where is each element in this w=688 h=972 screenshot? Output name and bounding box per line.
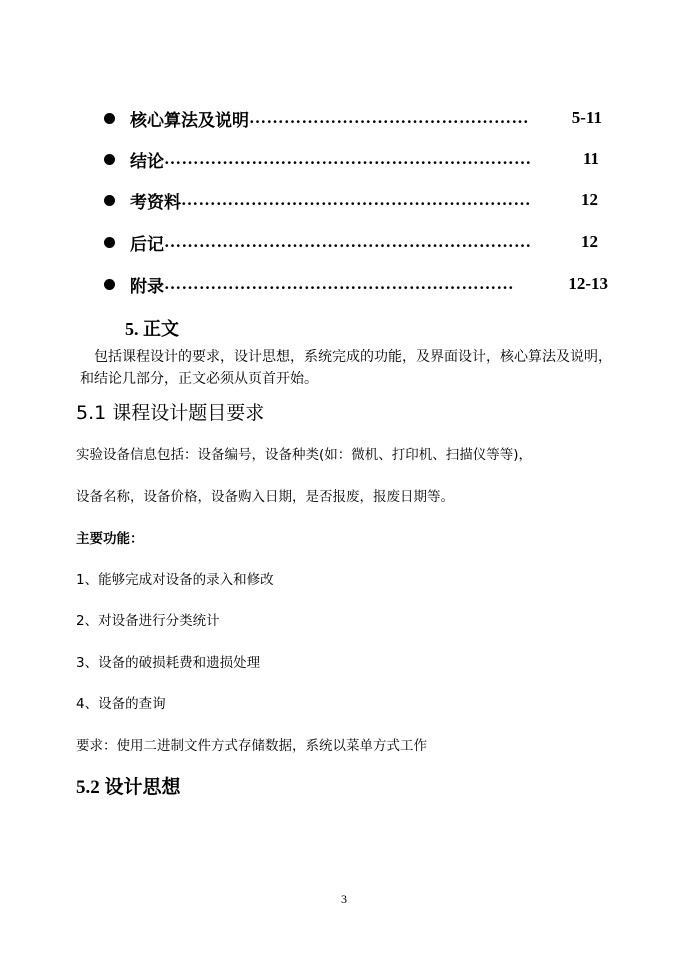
toc-page-number: 11 <box>582 149 599 168</box>
section-heading-main-text: 5. 正文 <box>125 319 179 339</box>
section-intro-paragraph: 包括课程设计的要求，设计思想，系统完成的功能，及界面设计，核心算法及说明，和结论几部分，正文必须从页首开始。 <box>80 349 612 387</box>
toc-item <box>104 272 608 296</box>
toc-title: 结论 <box>130 151 164 171</box>
bullet-icon <box>104 279 115 290</box>
section-heading-design: 5.2 设计思想 <box>76 777 181 798</box>
bullet-icon <box>104 237 115 248</box>
toc-leader-dots: ……………………………………………………… <box>164 232 532 251</box>
paragraph-line: 设备名称，设备价格，设备购入日期，是否报废，报废日期等。 <box>76 489 454 505</box>
toc-item <box>104 230 598 254</box>
paragraph-line: 实验设备信息包括：设备编号，设备种类(如：微机、打印机、扫描仪等等)， <box>76 447 533 463</box>
requirement-text: 要求：使用二进制文件方式存储数据，系统以菜单方式工作 <box>76 738 427 754</box>
toc-title: 附录 <box>130 276 164 296</box>
toc-page-number: 12 <box>581 190 598 209</box>
function-item: 3、设备的破损耗费和遗损处理 <box>76 655 261 671</box>
bullet-icon <box>104 195 115 206</box>
functions-label: 主要功能： <box>76 531 144 547</box>
toc-page-number: 5-11 <box>571 108 602 127</box>
toc-leader-dots: …………………………………………………… <box>181 190 531 209</box>
toc-item <box>104 188 598 212</box>
toc-title: 考资料 <box>130 192 181 212</box>
toc-leader-dots: ………………………………………… <box>249 108 529 127</box>
toc-page-number: 12-13 <box>568 274 608 293</box>
toc-item <box>104 106 602 130</box>
section-heading-requirements: 5.1 课程设计题目要求 <box>76 402 265 424</box>
toc-title: 核心算法及说明 <box>130 110 249 130</box>
bullet-icon <box>104 113 115 124</box>
toc-leader-dots: …………………………………………………… <box>164 274 514 293</box>
page-number: 3 <box>341 892 347 906</box>
function-item: 4、设备的查询 <box>76 696 166 712</box>
toc-page-number: 12 <box>581 232 598 251</box>
toc-item <box>104 147 599 171</box>
bullet-icon <box>104 154 115 165</box>
function-item: 2、对设备进行分类统计 <box>76 613 220 629</box>
toc-leader-dots: ……………………………………………………… <box>164 149 532 168</box>
function-item: 1、能够完成对设备的录入和修改 <box>76 572 274 588</box>
toc-title: 后记 <box>130 234 164 254</box>
